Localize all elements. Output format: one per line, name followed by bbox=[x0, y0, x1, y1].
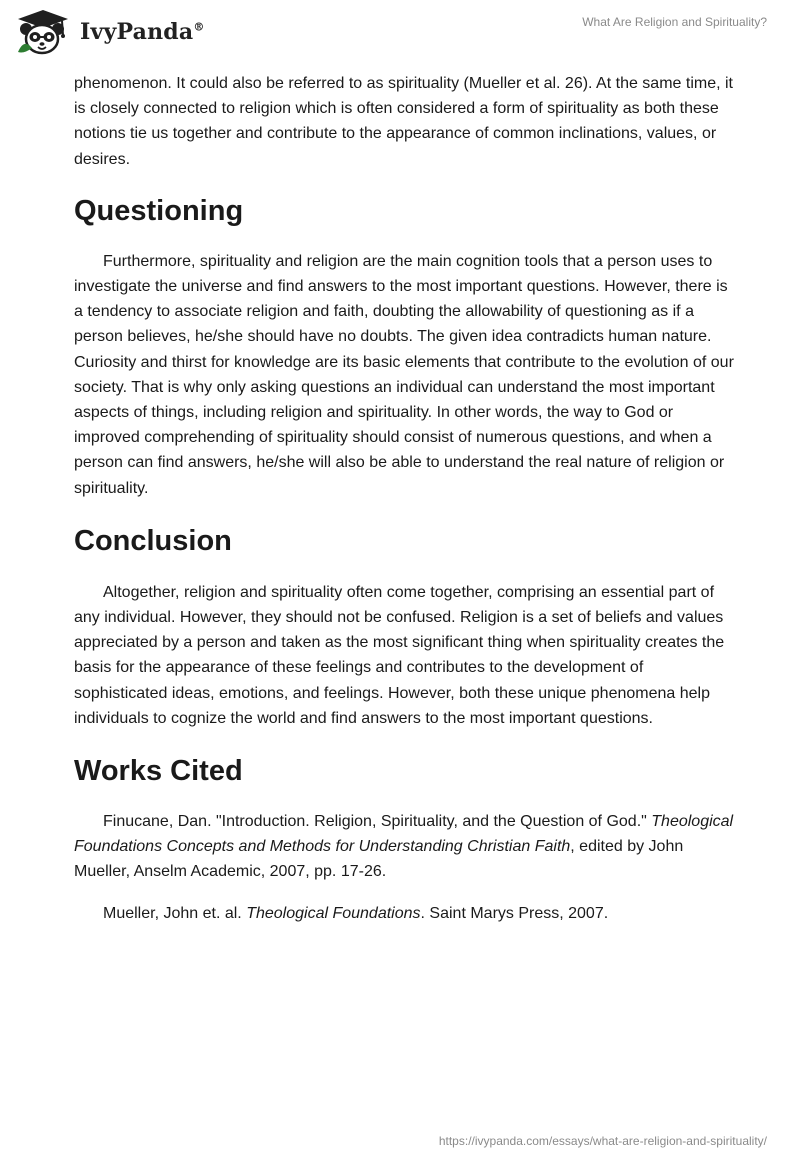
ivypanda-logo[interactable] bbox=[14, 8, 205, 56]
questioning-heading: Questioning bbox=[74, 194, 244, 227]
source-url[interactable]: https://ivypanda.com/essays/what-are-religion-and-spirituality/ bbox=[438, 1134, 767, 1148]
works-cited-entry: Finucane, Dan. "Introduction. Religion, Spirituality, and the Question of God." Theological Foundations Concepts and Methods for Understanding Christian Faith, edited by John Mueller, Anselm Academic, 2007, pp. 17-26. bbox=[74, 813, 734, 881]
brand-name: IvyPanda® bbox=[80, 19, 205, 45]
conclusion-heading: Conclusion bbox=[74, 524, 232, 557]
intro-paragraph-continued: phenomenon. It could also be referred to as spirituality (Mueller et al. 26). At the same time, it is closely connected to religion which is often considered a form of spirituality as both these notions tie us together and contribute to the appearance of common inclinations, values, or desires. bbox=[74, 75, 733, 168]
conclusion-paragraph: Altogether, religion and spirituality often come together, comprising an essential part of any individual. However, they should not be confused. Religion is a set of beliefs and values appreciated by a person and taken as the most significant thing when spirituality creates the basis for the appearance of these feelings and contributes to the development of sophisticated ideas, emotions, and feelings. However, both these unique phenomena help individuals to cognize the world and find answers to the most important questions. bbox=[74, 583, 725, 727]
essay-content bbox=[74, 70, 734, 926]
page-header bbox=[0, 0, 800, 70]
questioning-paragraph: Furthermore, spirituality and religion are the main cognition tools that a person uses to investigate the universe and find answers to the most important questions. However, there is a tendency to associate religion and faith, doubting the allowability of questioning as if a person believes, he/she should have no doubts. The given idea contradicts human nature. Curiosity and thirst for knowledge are its basic elements that contribute to the evolution of our society. That is why only asking questions an individual can understand the most important aspects of things, including religion and spirituality. In other words, the way to God or improved comprehending of spirituality should consist of numerous questions, and when a person can find answers, he/she will also be able to understand the real nature of religion or spirituality. bbox=[74, 252, 734, 497]
document-title: What Are Religion and Spirituality? bbox=[582, 15, 767, 29]
works-cited-heading: Works Cited bbox=[74, 755, 243, 788]
works-cited-entry: Mueller, John et. al. Theological Foundations. Saint Marys Press, 2007. bbox=[103, 904, 609, 922]
panda-graduate-icon bbox=[14, 8, 72, 56]
